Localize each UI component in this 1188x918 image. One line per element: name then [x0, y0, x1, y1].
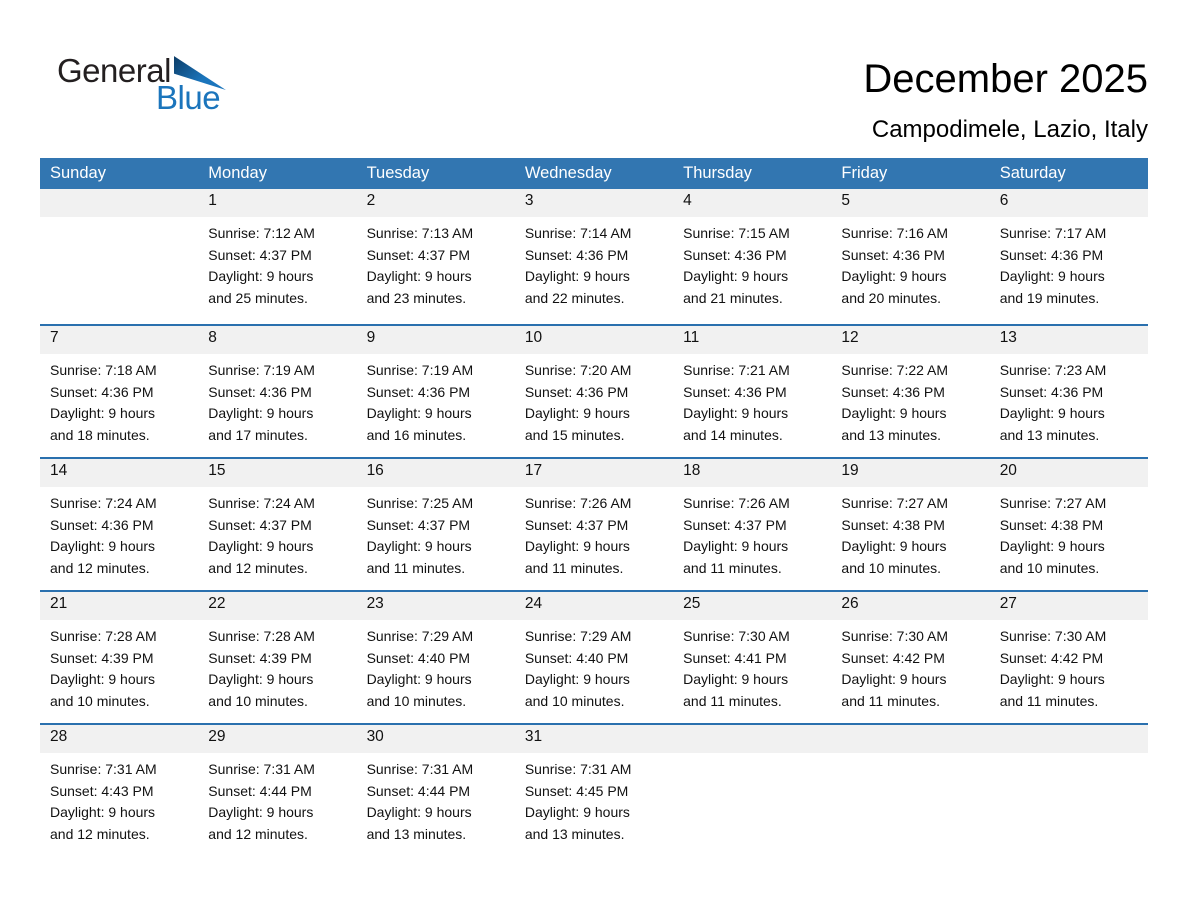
day-detail-line: and 11 minutes. [366, 559, 466, 576]
day-detail-line: Daylight: 9 hours [524, 268, 630, 284]
day-detail-line: and 10 minutes. [366, 692, 467, 709]
day-detail-line: Daylight: 9 hours [999, 268, 1105, 284]
calendar-day-cell-8 [198, 326, 356, 457]
day-detail-line: Sunrise: 7:23 AM [999, 362, 1107, 378]
day-detail-line: Sunrise: 7:31 AM [208, 761, 315, 777]
weekday-header-monday: Monday [208, 164, 267, 182]
calendar-day-cell-18 [673, 459, 831, 590]
day-details [357, 217, 515, 309]
calendar-day-cell-3 [515, 189, 673, 324]
day-detail-line: Sunrise: 7:15 AM [683, 225, 790, 241]
calendar-day-cell-20 [990, 459, 1148, 590]
calendar-day-cell-empty [990, 725, 1148, 856]
day-detail-line: Daylight: 9 hours [208, 268, 314, 284]
day-detail-line: Daylight: 9 hours [524, 671, 630, 687]
day-details [990, 620, 1148, 712]
calendar-day-cell-4 [673, 189, 831, 324]
day-detail-line: Sunrise: 7:17 AM [999, 225, 1107, 241]
day-number-band: 28 [40, 725, 198, 753]
day-detail-line: Sunset: 4:37 PM [366, 516, 471, 533]
day-details [357, 620, 515, 712]
day-detail-line: Daylight: 9 hours [366, 405, 472, 421]
day-details [357, 753, 515, 845]
day-detail-line: and 25 minutes. [208, 289, 308, 306]
day-number-band: 17 [515, 459, 673, 487]
title-block [863, 54, 1148, 144]
calendar-day-cell-2 [357, 189, 515, 324]
day-detail-line: Sunrise: 7:26 AM [683, 495, 790, 511]
day-number-band: 13 [990, 326, 1148, 354]
day-details [673, 354, 831, 446]
day-number-band: 21 [40, 592, 198, 620]
weekday-header-thursday: Thursday [683, 164, 752, 182]
day-detail-line: Daylight: 9 hours [841, 538, 947, 554]
calendar-day-cell-14 [40, 459, 198, 590]
day-details [515, 487, 673, 579]
day-detail-line: and 13 minutes. [999, 426, 1100, 443]
day-details [198, 753, 356, 845]
calendar-table [40, 158, 1148, 856]
day-detail-line: Sunrise: 7:30 AM [841, 628, 949, 644]
general-blue-logo [57, 54, 226, 114]
day-detail-line: and 12 minutes. [208, 825, 308, 842]
calendar-day-cell-13 [990, 326, 1148, 457]
day-detail-line: Daylight: 9 hours [524, 804, 630, 820]
day-details [40, 753, 198, 845]
day-number-band: 3 [515, 189, 673, 217]
day-detail-line: Sunset: 4:44 PM [208, 782, 312, 799]
day-number-band: 26 [831, 592, 989, 620]
day-detail-line: Sunrise: 7:18 AM [50, 362, 157, 378]
day-number-band: 12 [831, 326, 989, 354]
day-details [40, 354, 198, 446]
day-detail-line: Sunset: 4:40 PM [366, 649, 471, 666]
day-detail-line: Sunset: 4:36 PM [208, 383, 312, 400]
day-detail-line: Sunset: 4:36 PM [999, 246, 1104, 263]
day-detail-line: and 13 minutes. [366, 825, 467, 842]
calendar-day-cell-empty [831, 725, 989, 856]
day-detail-line: Sunrise: 7:28 AM [208, 628, 315, 644]
day-detail-line: Sunset: 4:37 PM [524, 516, 629, 533]
day-detail-line: and 16 minutes. [366, 426, 467, 443]
day-details [990, 354, 1148, 446]
calendar-day-cell-30 [357, 725, 515, 856]
day-detail-line: Sunrise: 7:29 AM [366, 628, 474, 644]
day-detail-line: Sunset: 4:36 PM [683, 246, 787, 263]
day-detail-line: Sunrise: 7:24 AM [50, 495, 157, 511]
day-number-band: 10 [515, 326, 673, 354]
day-detail-line: Sunset: 4:36 PM [999, 383, 1104, 400]
calendar-day-cell-11 [673, 326, 831, 457]
calendar-day-cell-10 [515, 326, 673, 457]
day-number-band: 23 [357, 592, 515, 620]
day-detail-line: Daylight: 9 hours [683, 405, 789, 421]
day-detail-line: Sunset: 4:44 PM [366, 782, 471, 799]
page-header [0, 0, 1188, 158]
day-detail-line: Sunrise: 7:20 AM [524, 362, 632, 378]
day-detail-line: Sunset: 4:42 PM [999, 649, 1104, 666]
calendar-day-cell-7 [40, 326, 198, 457]
day-detail-line: and 21 minutes. [683, 289, 783, 306]
day-details [198, 620, 356, 712]
day-details [198, 487, 356, 579]
day-detail-line: Sunset: 4:36 PM [50, 383, 154, 400]
day-details [198, 217, 356, 309]
day-number-band: 4 [673, 189, 831, 217]
day-detail-line: Sunset: 4:38 PM [999, 516, 1104, 533]
weekday-header-friday: Friday [841, 164, 888, 182]
week-row-3 [40, 457, 1148, 590]
day-detail-line: Daylight: 9 hours [366, 268, 472, 284]
day-detail-line: Daylight: 9 hours [366, 671, 472, 687]
day-detail-line: Sunrise: 7:27 AM [999, 495, 1107, 511]
day-number-band: 19 [831, 459, 989, 487]
day-detail-line: Sunset: 4:39 PM [50, 649, 154, 666]
day-detail-line: Sunset: 4:36 PM [524, 246, 629, 263]
day-detail-line: Sunrise: 7:30 AM [683, 628, 790, 644]
day-details [831, 487, 989, 579]
day-detail-line: and 14 minutes. [683, 426, 783, 443]
day-detail-line: Sunrise: 7:24 AM [208, 495, 315, 511]
day-details [198, 354, 356, 446]
day-detail-line: and 19 minutes. [999, 289, 1100, 306]
day-detail-line: Sunrise: 7:30 AM [999, 628, 1107, 644]
day-number-band: 2 [357, 189, 515, 217]
day-detail-line: Daylight: 9 hours [208, 671, 314, 687]
day-details [515, 753, 673, 845]
day-detail-line: Sunset: 4:36 PM [366, 383, 471, 400]
day-detail-line: Sunset: 4:37 PM [366, 246, 471, 263]
day-detail-line: and 18 minutes. [50, 426, 150, 443]
calendar-day-cell-9 [357, 326, 515, 457]
day-detail-line: Sunrise: 7:31 AM [524, 761, 632, 777]
day-number-band: 14 [40, 459, 198, 487]
calendar-day-cell-22 [198, 592, 356, 723]
day-detail-line: Sunrise: 7:31 AM [366, 761, 474, 777]
day-detail-line: Sunrise: 7:12 AM [208, 225, 315, 241]
day-number-band: 11 [673, 326, 831, 354]
day-number-band: 5 [831, 189, 989, 217]
calendar-day-cell-12 [831, 326, 989, 457]
day-number-band: 22 [198, 592, 356, 620]
day-detail-line: Sunrise: 7:26 AM [524, 495, 632, 511]
day-details [990, 487, 1148, 579]
day-details [357, 487, 515, 579]
week-row-4 [40, 590, 1148, 723]
day-detail-line: Daylight: 9 hours [50, 671, 156, 687]
day-number-band: 24 [515, 592, 673, 620]
weekday-header-sunday: Sunday [50, 164, 106, 182]
day-detail-line: Sunrise: 7:25 AM [366, 495, 474, 511]
day-detail-line: Daylight: 9 hours [524, 405, 630, 421]
day-number-band: 9 [357, 326, 515, 354]
day-number-band: 15 [198, 459, 356, 487]
calendar-day-cell-17 [515, 459, 673, 590]
day-detail-line: and 10 minutes. [841, 559, 942, 576]
calendar-day-cell-5 [831, 189, 989, 324]
day-number-band: 20 [990, 459, 1148, 487]
day-number-band: 7 [40, 326, 198, 354]
day-detail-line: Sunrise: 7:19 AM [208, 362, 315, 378]
day-number-band: 8 [198, 326, 356, 354]
day-detail-line: Daylight: 9 hours [50, 405, 156, 421]
day-number-band: 1 [198, 189, 356, 217]
calendar-day-cell-29 [198, 725, 356, 856]
day-number-band: 18 [673, 459, 831, 487]
week-row-2 [40, 324, 1148, 457]
day-detail-line: and 10 minutes. [524, 692, 625, 709]
day-details [40, 620, 198, 712]
day-detail-line: Sunrise: 7:31 AM [50, 761, 157, 777]
calendar-day-cell-23 [357, 592, 515, 723]
day-number-band: 29 [198, 725, 356, 753]
day-detail-line: Sunrise: 7:22 AM [841, 362, 949, 378]
day-details [40, 487, 198, 579]
day-detail-line: Sunset: 4:43 PM [50, 782, 154, 799]
day-detail-line: Sunset: 4:36 PM [841, 383, 945, 400]
day-detail-line: Daylight: 9 hours [366, 804, 472, 820]
day-detail-line: and 11 minutes. [683, 559, 782, 576]
weekday-header-row [40, 158, 1148, 189]
day-detail-line: Sunrise: 7:13 AM [366, 225, 474, 241]
calendar-day-cell-1 [198, 189, 356, 324]
day-number-band: 6 [990, 189, 1148, 217]
weeks-container [40, 189, 1148, 856]
day-detail-line: and 13 minutes. [841, 426, 942, 443]
day-detail-line: Daylight: 9 hours [841, 268, 947, 284]
day-detail-line: Daylight: 9 hours [683, 671, 789, 687]
day-detail-line: Sunrise: 7:27 AM [841, 495, 949, 511]
logo-text-general: General [57, 52, 171, 89]
week-row-1 [40, 189, 1148, 324]
weekday-header-tuesday: Tuesday [366, 164, 430, 182]
day-detail-line: Sunset: 4:36 PM [841, 246, 945, 263]
day-detail-line: Sunset: 4:36 PM [683, 383, 787, 400]
day-detail-line: and 12 minutes. [208, 559, 308, 576]
calendar-day-cell-25 [673, 592, 831, 723]
day-detail-line: Sunset: 4:39 PM [208, 649, 312, 666]
day-detail-line: and 11 minutes. [524, 559, 624, 576]
calendar-day-cell-16 [357, 459, 515, 590]
day-detail-line: and 17 minutes. [208, 426, 308, 443]
day-details [515, 217, 673, 309]
day-number-band: 25 [673, 592, 831, 620]
day-detail-line: Sunset: 4:38 PM [841, 516, 945, 533]
day-details [673, 487, 831, 579]
day-details [673, 217, 831, 309]
day-details [515, 620, 673, 712]
day-detail-line: and 11 minutes. [841, 692, 940, 709]
day-details [831, 217, 989, 309]
day-number-band: 16 [357, 459, 515, 487]
calendar-day-cell-21 [40, 592, 198, 723]
day-detail-line: Sunrise: 7:29 AM [524, 628, 632, 644]
day-detail-line: Sunset: 4:37 PM [208, 246, 312, 263]
day-detail-line: Daylight: 9 hours [50, 804, 156, 820]
day-detail-line: and 20 minutes. [841, 289, 942, 306]
calendar-day-cell-27 [990, 592, 1148, 723]
day-detail-line: and 10 minutes. [208, 692, 308, 709]
logo-text-blue: Blue [156, 79, 221, 116]
calendar-day-cell-empty [40, 189, 198, 324]
calendar-day-cell-6 [990, 189, 1148, 324]
day-detail-line: Daylight: 9 hours [208, 405, 314, 421]
calendar-day-cell-31 [515, 725, 673, 856]
day-detail-line: Daylight: 9 hours [841, 405, 947, 421]
week-row-5 [40, 723, 1148, 856]
day-number-band: 30 [357, 725, 515, 753]
day-detail-line: Daylight: 9 hours [208, 804, 314, 820]
location-subtitle: Campodimele, Lazio, Italy [871, 116, 1148, 143]
day-detail-line: Sunset: 4:36 PM [50, 516, 154, 533]
day-detail-line: Daylight: 9 hours [366, 538, 472, 554]
day-detail-line: Daylight: 9 hours [50, 538, 156, 554]
day-detail-line: Sunset: 4:36 PM [524, 383, 629, 400]
day-detail-line: Daylight: 9 hours [841, 671, 947, 687]
day-number-band: 27 [990, 592, 1148, 620]
day-detail-line: Sunrise: 7:16 AM [841, 225, 949, 241]
day-detail-line: and 10 minutes. [50, 692, 150, 709]
calendar-day-cell-15 [198, 459, 356, 590]
day-detail-line: Daylight: 9 hours [999, 671, 1105, 687]
day-detail-line: Daylight: 9 hours [683, 538, 789, 554]
day-detail-line: Sunrise: 7:14 AM [524, 225, 632, 241]
calendar-day-cell-19 [831, 459, 989, 590]
day-detail-line: Sunrise: 7:28 AM [50, 628, 157, 644]
weekday-header-saturday: Saturday [999, 164, 1066, 182]
day-detail-line: and 13 minutes. [524, 825, 625, 842]
day-detail-line: and 11 minutes. [999, 692, 1099, 709]
calendar-day-cell-24 [515, 592, 673, 723]
day-detail-line: Daylight: 9 hours [524, 538, 630, 554]
day-detail-line: Sunrise: 7:21 AM [683, 362, 790, 378]
day-number-band [673, 725, 831, 753]
day-details [831, 354, 989, 446]
day-number-band [990, 725, 1148, 753]
day-detail-line: and 11 minutes. [683, 692, 782, 709]
day-detail-line: Daylight: 9 hours [208, 538, 314, 554]
day-number-band: 31 [515, 725, 673, 753]
weekday-header-wednesday: Wednesday [524, 164, 612, 182]
day-detail-line: and 15 minutes. [524, 426, 625, 443]
day-detail-line: and 23 minutes. [366, 289, 467, 306]
day-detail-line: Sunset: 4:37 PM [208, 516, 312, 533]
day-detail-line: Daylight: 9 hours [999, 405, 1105, 421]
day-details [831, 620, 989, 712]
month-title: December 2025 [863, 57, 1148, 101]
day-detail-line: and 12 minutes. [50, 825, 150, 842]
day-detail-line: Daylight: 9 hours [683, 268, 789, 284]
day-detail-line: and 10 minutes. [999, 559, 1100, 576]
calendar-day-cell-26 [831, 592, 989, 723]
calendar-day-cell-28 [40, 725, 198, 856]
day-details [673, 620, 831, 712]
day-detail-line: Sunset: 4:41 PM [683, 649, 787, 666]
day-detail-line: Sunset: 4:42 PM [841, 649, 945, 666]
day-number-band [40, 189, 198, 217]
day-detail-line: Daylight: 9 hours [999, 538, 1105, 554]
day-details [357, 354, 515, 446]
day-detail-line: Sunset: 4:40 PM [524, 649, 629, 666]
day-detail-line: Sunset: 4:45 PM [524, 782, 629, 799]
day-detail-line: Sunrise: 7:19 AM [366, 362, 474, 378]
day-detail-line: and 12 minutes. [50, 559, 150, 576]
day-detail-line: and 22 minutes. [524, 289, 625, 306]
calendar-day-cell-empty [673, 725, 831, 856]
day-details [515, 354, 673, 446]
day-details [990, 217, 1148, 309]
day-detail-line: Sunset: 4:37 PM [683, 516, 787, 533]
day-number-band [831, 725, 989, 753]
